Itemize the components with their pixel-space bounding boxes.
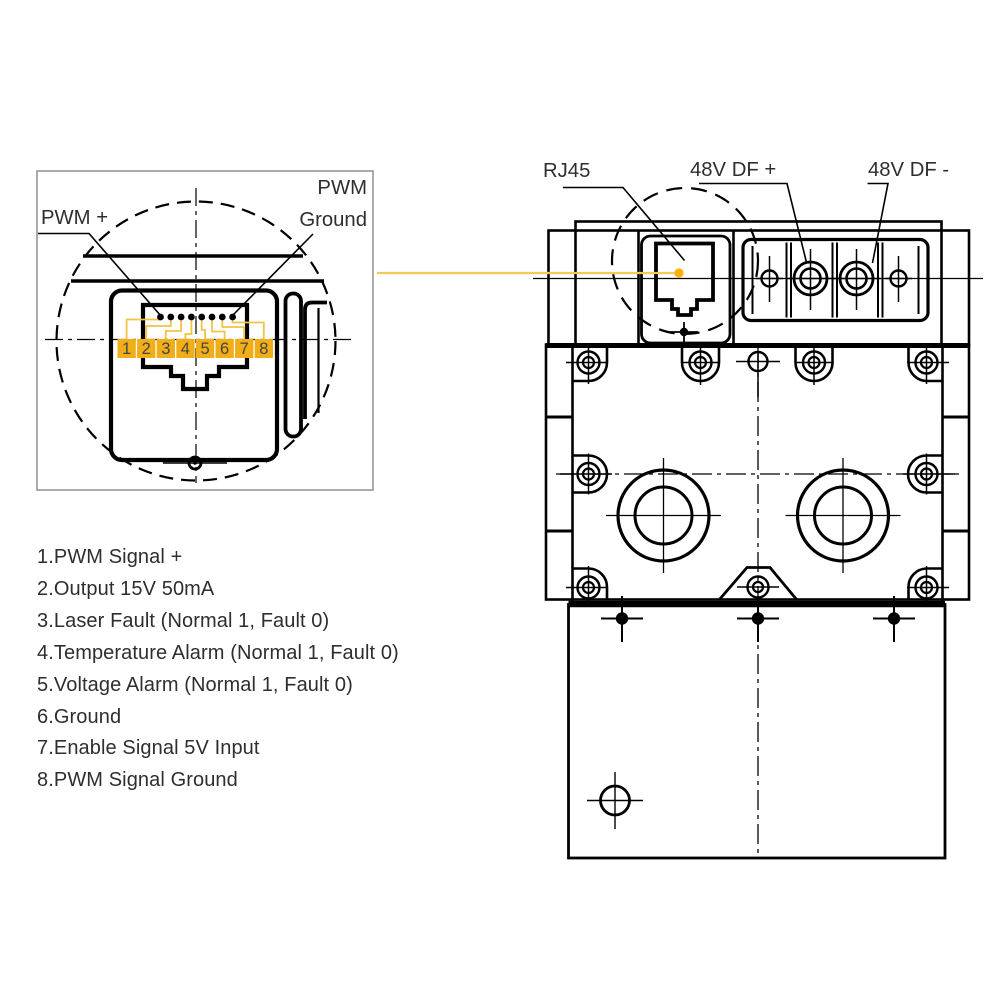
mounting-hole-icon [587, 772, 643, 829]
pin-trace-3 [166, 321, 181, 340]
pin-3-icon [178, 314, 185, 321]
terminal-block [743, 240, 928, 321]
pwm-ground-label-line2: Ground [299, 209, 367, 231]
pin-note-3: 3.Laser Fault (Normal 1, Fault 0) [37, 609, 330, 632]
48v-minus-label: 48V DF - [868, 159, 950, 181]
pin-4-icon [188, 314, 195, 321]
housing-outline [569, 605, 946, 859]
adjacent-panel-edge [286, 294, 302, 437]
terminal-pin-small-icon [756, 256, 783, 302]
aperture-left [606, 458, 721, 573]
side-screw-icon [560, 454, 612, 495]
pwm-plus-label: PWM + [41, 207, 109, 229]
pin-number-5: 5 [200, 340, 210, 358]
pin-note-4: 4.Temperature Alarm (Normal 1, Fault 0) [37, 641, 399, 664]
rj45-pinout-inset [37, 171, 373, 490]
top-screw-icon [682, 346, 719, 386]
pin-note-7: 7.Enable Signal 5V Input [37, 737, 260, 760]
top-panel-outer [549, 231, 970, 346]
pwm-ground-label-line1: PWM [317, 177, 367, 199]
pin-note-5: 5.Voltage Alarm (Normal 1, Fault 0) [37, 673, 353, 696]
device-top-view [533, 159, 983, 346]
pin-7-icon [219, 314, 226, 321]
pin-note-6: 6.Ground [37, 705, 122, 728]
device-body-view [546, 345, 969, 857]
detail-connector-dot [674, 268, 683, 277]
aperture-right [786, 458, 901, 573]
pin-notes-list [37, 542, 517, 797]
48v-plus-label: 48V DF + [690, 159, 777, 181]
pin-trace-5 [202, 321, 205, 340]
pin-note-1: 1.PWM Signal + [37, 546, 183, 568]
pin-5-icon [198, 314, 205, 321]
pin-1-icon [157, 314, 164, 321]
terminal-pin-small-icon [885, 256, 912, 302]
top-center-screw-icon [736, 351, 780, 397]
terminal-screw-48v-plus-icon [787, 249, 835, 310]
top-screw-icon [796, 346, 833, 386]
rj45-label: RJ45 [543, 160, 591, 182]
device-lower-housing [569, 604, 946, 858]
pin-number-7: 7 [239, 340, 249, 358]
pin-note-2: 2.Output 15V 50mA [37, 577, 215, 600]
pin-6-icon [209, 314, 216, 321]
pin-number-6: 6 [220, 340, 230, 358]
terminal-block-corner-edge [305, 303, 327, 420]
pin-2-icon [167, 314, 174, 321]
pin-number-3: 3 [161, 340, 171, 358]
detail-reference-circle [612, 188, 758, 334]
pin-number-4: 4 [180, 340, 190, 358]
side-screw-icon [903, 454, 955, 495]
pin-number-1: 1 [122, 340, 132, 358]
pin-number-8: 8 [259, 340, 269, 358]
pin-number-2: 2 [141, 340, 151, 358]
rj45-port [656, 244, 713, 316]
pin-trace-4 [185, 321, 191, 340]
pin-traces [127, 320, 264, 340]
rj45-leader-line [563, 188, 685, 261]
pin-trace-2 [146, 321, 171, 340]
pin-note-8: 8.PWM Signal Ground [37, 769, 238, 792]
pin-8-icon [229, 314, 236, 321]
pin-number-strip [118, 339, 274, 358]
terminal-block-outline [743, 240, 928, 321]
